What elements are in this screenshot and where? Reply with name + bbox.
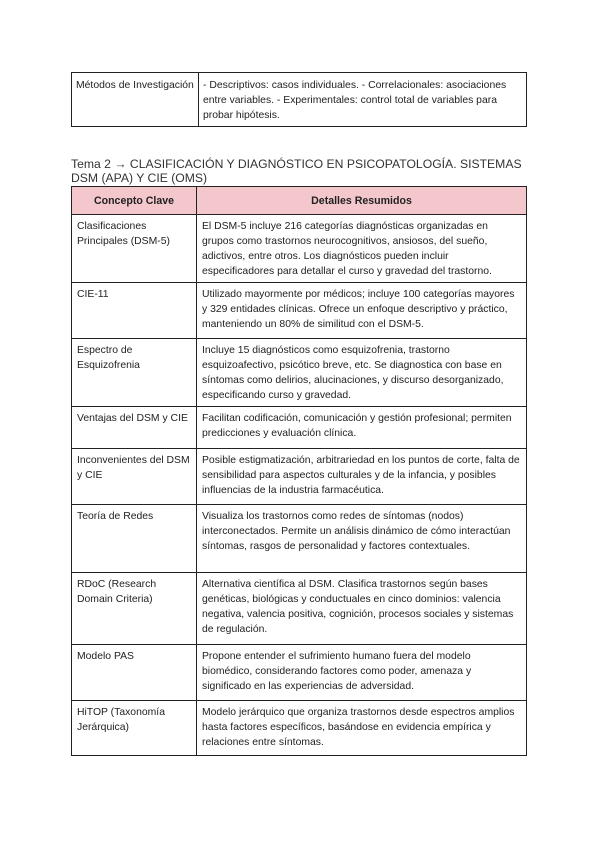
- details-cell: Incluye 15 diagnósticos como esquizofrenia, trastorno esquizoafectivo, psicótico breve, etc. Se diagnostica con base en síntomas como delirios, alucinaciones, y discurso desorganizado, especificando curso y gravedad.: [197, 339, 527, 407]
- details-cell: Visualiza los trastornos como redes de síntomas (nodos) interconectados. Permite un análisis dinámico de cómo interactúan síntomas, rasgos de personalidad y factores contextuales.: [197, 505, 527, 573]
- table-row: [72, 449, 527, 505]
- concept-cell: RDoC (Research Domain Criteria): [72, 573, 197, 645]
- section-title: Tema 2 → CLASIFICACIÓN Y DIAGNÓSTICO EN PSICOPATOLOGÍA. SISTEMAS DSM (APA) Y CIE (OMS): [71, 157, 522, 185]
- research-methods-table: [71, 72, 527, 127]
- concept-cell: Espectro de Esquizofrenia: [72, 339, 197, 407]
- concept-cell: HiTOP (Taxonomía Jerárquica): [72, 701, 197, 756]
- table-row: [72, 645, 527, 701]
- table-row: [72, 73, 527, 127]
- concept-cell: Teoría de Redes: [72, 505, 197, 573]
- table-row: [72, 701, 527, 756]
- details-cell: - Descriptivos: casos individuales. - Correlacionales: asociaciones entre variables. - Experimentales: control total de variables para probar hipótesis.: [199, 73, 527, 127]
- concept-cell: Inconvenientes del DSM y CIE: [72, 449, 197, 505]
- details-cell: Posible estigmatización, arbitrariedad en los puntos de corte, falta de sensibilidad para aspectos culturales y de la infancia, y posibles influencias de la industria farmacéutica.: [197, 449, 527, 505]
- details-cell: Modelo jerárquico que organiza trastornos desde espectros amplios hasta factores específicos, basándose en evidencia empírica y relaciones entre síntomas.: [197, 701, 527, 756]
- details-cell: El DSM-5 incluye 216 categorías diagnósticas organizadas en grupos como trastornos neurocognitivos, ansiosos, del sueño, adictivos, entre otros. Los diagnósticos pueden incluir especificadores para detallar el curso y gravedad del trastorno.: [197, 215, 527, 283]
- table-row: [72, 407, 527, 449]
- table-row: [72, 283, 527, 339]
- concept-cell: Modelo PAS: [72, 645, 197, 701]
- table-row: [72, 505, 527, 573]
- concept-cell: Ventajas del DSM y CIE: [72, 407, 197, 449]
- table-row: [72, 339, 527, 407]
- concept-cell: CIE-11: [72, 283, 197, 339]
- concept-cell: Métodos de Investigación: [72, 73, 199, 127]
- table-header-row: [72, 187, 527, 215]
- details-cell: Alternativa científica al DSM. Clasifica trastornos según bases genéticas, biológicas y conductuales en cinco dominios: valencia negativa, valencia positiva, cognición, procesos sociales y sistemas de regulación.: [197, 573, 527, 645]
- details-cell: Facilitan codificación, comunicación y gestión profesional; permiten predicciones y evaluación clínica.: [197, 407, 527, 449]
- details-cell: Utilizado mayormente por médicos; incluye 100 categorías mayores y 329 entidades clínicas. Ofrece un enfoque descriptivo y práctico, manteniendo un 80% de similitud con el DSM-5.: [197, 283, 527, 339]
- details-cell: Propone entender el sufrimiento humano fuera del modelo biomédico, considerando factores como poder, amenaza y significado en las experiencias de adversidad.: [197, 645, 527, 701]
- concept-cell: Clasificaciones Principales (DSM-5): [72, 215, 197, 283]
- table-row: [72, 215, 527, 283]
- header-concept: Concepto Clave: [72, 187, 197, 215]
- header-details: Detalles Resumidos: [197, 187, 527, 215]
- classification-table: [71, 186, 527, 756]
- table-row: [72, 573, 527, 645]
